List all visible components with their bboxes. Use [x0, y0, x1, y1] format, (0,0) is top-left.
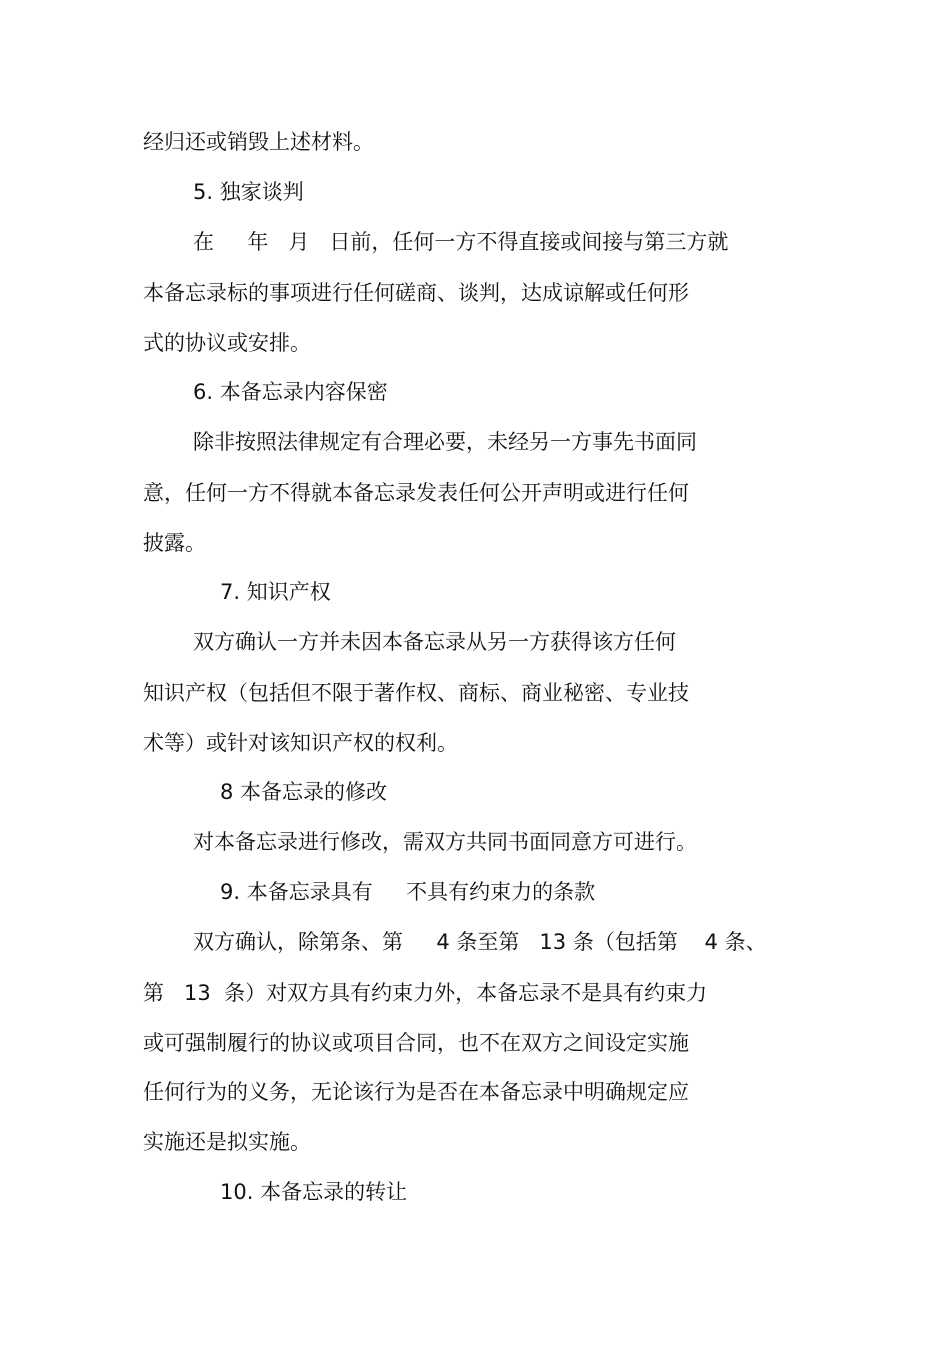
paragraph-line: 双方确认，除第条、第 4 条至第 13 条（包括第 4 条、 [193, 930, 767, 954]
section-heading: 9. 本备忘录具有 不具有约束力的条款 [220, 880, 596, 904]
paragraph-line: 披露。 [143, 531, 206, 555]
paragraph-line: 知识产权（包括但不限于著作权、商标、商业秘密、专业技 [143, 681, 689, 705]
paragraph-line: 意，任何一方不得就本备忘录发表任何公开声明或进行任何 [143, 481, 689, 505]
section-heading: 8 本备忘录的修改 [220, 780, 388, 804]
paragraph-line: 术等）或针对该知识产权的权利。 [143, 731, 458, 755]
section-heading: 10. 本备忘录的转让 [220, 1180, 408, 1204]
paragraph-line: 除非按照法律规定有合理必要，未经另一方事先书面同 [193, 430, 697, 454]
section-heading: 5. 独家谈判 [193, 180, 304, 204]
paragraph-line: 或可强制履行的协议或项目合同，也不在双方之间设定实施 [143, 1031, 689, 1055]
paragraph-line: 本备忘录标的事项进行任何磋商、谈判，达成谅解或任何形 [143, 281, 689, 305]
paragraph-line: 任何行为的义务，无论该行为是否在本备忘录中明确规定应 [143, 1080, 689, 1104]
paragraph-line: 式的协议或安排。 [143, 331, 311, 355]
paragraph-line: 双方确认一方并未因本备忘录从另一方获得该方任何 [193, 630, 676, 654]
paragraph-line: 对本备忘录进行修改，需双方共同书面同意方可进行。 [193, 830, 697, 854]
paragraph-line: 实施还是拟实施。 [143, 1130, 311, 1154]
section-heading: 7. 知识产权 [220, 580, 331, 604]
paragraph-line: 在 年 月 日前，任何一方不得直接或间接与第三方就 [193, 230, 729, 254]
paragraph-line: 经归还或销毁上述材料。 [143, 130, 374, 154]
paragraph-line: 第 13 条）对双方具有约束力外，本备忘录不是具有约束力 [143, 981, 708, 1005]
section-heading: 6. 本备忘录内容保密 [193, 380, 388, 404]
